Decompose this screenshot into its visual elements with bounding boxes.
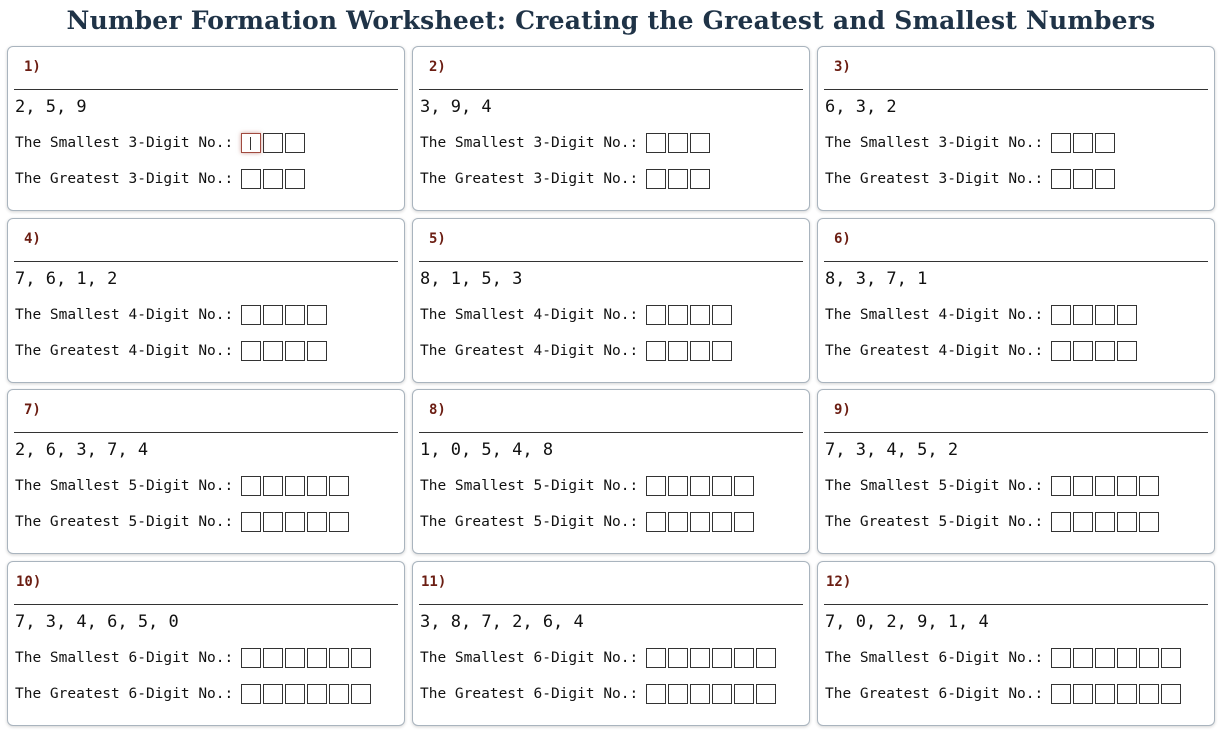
given-digits: 8, 3, 7, 1	[825, 269, 928, 289]
digit-input-box[interactable]	[690, 648, 710, 668]
digit-input-box[interactable]	[1051, 305, 1071, 325]
given-digits: 8, 1, 5, 3	[420, 269, 523, 289]
smallest-label: The Smallest 5-Digit No.:	[420, 478, 639, 494]
digit-input-box[interactable]	[1051, 512, 1071, 532]
problem-card	[7, 46, 405, 211]
greatest-row	[420, 341, 732, 361]
smallest-label: The Smallest 6-Digit No.:	[420, 650, 639, 666]
digit-input-box[interactable]	[668, 133, 688, 153]
digit-input-box[interactable]	[1073, 512, 1093, 532]
digit-input-box[interactable]	[285, 476, 305, 496]
greatest-answer-boxes	[241, 684, 371, 704]
digit-input-box[interactable]	[1139, 476, 1159, 496]
digit-input-box[interactable]	[734, 512, 754, 532]
digit-input-box[interactable]	[1051, 684, 1071, 704]
given-digits: 1, 0, 5, 4, 8	[420, 440, 554, 460]
greatest-answer-boxes	[241, 341, 327, 361]
digit-input-box[interactable]	[241, 341, 261, 361]
digit-input-box[interactable]	[307, 476, 327, 496]
digit-input-box[interactable]	[263, 305, 283, 325]
divider	[824, 604, 1208, 605]
digit-input-box[interactable]	[690, 169, 710, 189]
question-number: 5)	[429, 231, 446, 247]
smallest-label: The Smallest 3-Digit No.:	[420, 135, 639, 151]
digit-input-box[interactable]	[1117, 305, 1137, 325]
digit-input-box[interactable]	[1095, 169, 1115, 189]
digit-input-box[interactable]	[263, 169, 283, 189]
question-number: 2)	[429, 59, 446, 75]
greatest-label: The Greatest 5-Digit No.:	[825, 514, 1044, 530]
digit-input-box[interactable]	[1073, 305, 1093, 325]
divider	[419, 432, 803, 433]
digit-input-box[interactable]	[1073, 341, 1093, 361]
digit-input-box[interactable]	[668, 648, 688, 668]
smallest-row	[825, 133, 1115, 153]
digit-input-box[interactable]	[263, 684, 283, 704]
digit-input-box[interactable]	[646, 305, 666, 325]
digit-input-box[interactable]	[285, 512, 305, 532]
digit-input-box[interactable]	[712, 305, 732, 325]
question-number: 12)	[826, 574, 852, 590]
digit-input-box[interactable]	[668, 476, 688, 496]
smallest-answer-boxes	[646, 133, 710, 153]
given-digits: 7, 3, 4, 6, 5, 0	[15, 612, 179, 632]
problem-card	[7, 561, 405, 726]
digit-input-box[interactable]	[1095, 648, 1115, 668]
digit-input-box[interactable]	[1073, 476, 1093, 496]
smallest-row	[15, 648, 371, 668]
problem-card	[817, 389, 1215, 554]
smallest-answer-boxes	[646, 476, 754, 496]
greatest-row	[15, 684, 371, 704]
greatest-answer-boxes	[1051, 512, 1159, 532]
digit-input-box[interactable]	[690, 684, 710, 704]
greatest-row	[420, 512, 754, 532]
digit-input-box[interactable]	[1051, 648, 1071, 668]
question-number: 9)	[834, 402, 851, 418]
digit-input-box[interactable]	[329, 512, 349, 532]
digit-input-box[interactable]	[1117, 341, 1137, 361]
greatest-label: The Greatest 6-Digit No.:	[825, 686, 1044, 702]
digit-input-box[interactable]	[668, 169, 688, 189]
question-number: 3)	[834, 59, 851, 75]
problem-card	[412, 561, 810, 726]
digit-input-box[interactable]	[1073, 684, 1093, 704]
question-number: 11)	[421, 574, 447, 590]
greatest-answer-boxes	[646, 341, 732, 361]
greatest-row	[420, 169, 710, 189]
digit-input-box[interactable]	[285, 684, 305, 704]
divider	[419, 89, 803, 90]
digit-input-box[interactable]	[263, 476, 283, 496]
greatest-label: The Greatest 4-Digit No.:	[420, 343, 639, 359]
digit-input-box[interactable]	[646, 512, 666, 532]
greatest-row	[15, 341, 327, 361]
smallest-row	[15, 133, 305, 153]
digit-input-box[interactable]	[285, 133, 305, 153]
digit-input-box[interactable]	[712, 648, 732, 668]
digit-input-box[interactable]	[307, 512, 327, 532]
digit-input-box[interactable]	[1117, 512, 1137, 532]
digit-input-box[interactable]	[1095, 684, 1115, 704]
digit-input-box[interactable]	[712, 512, 732, 532]
digit-input-box[interactable]	[1095, 133, 1115, 153]
digit-input-box[interactable]	[690, 305, 710, 325]
divider	[14, 89, 398, 90]
smallest-answer-boxes	[1051, 476, 1159, 496]
digit-input-box[interactable]	[329, 476, 349, 496]
digit-input-box[interactable]	[241, 476, 261, 496]
digit-input-box[interactable]	[1117, 476, 1137, 496]
digit-input-box[interactable]	[307, 684, 327, 704]
greatest-row	[15, 512, 349, 532]
digit-input-box[interactable]	[329, 648, 349, 668]
problem-card	[7, 389, 405, 554]
digit-input-box[interactable]	[1161, 648, 1181, 668]
question-number: 7)	[24, 402, 41, 418]
digit-input-box[interactable]	[712, 341, 732, 361]
smallest-row	[420, 476, 754, 496]
given-digits: 3, 9, 4	[420, 97, 492, 117]
digit-input-box[interactable]	[1139, 648, 1159, 668]
digit-input-box[interactable]	[329, 684, 349, 704]
digit-input-box[interactable]	[1095, 512, 1115, 532]
problem-card	[7, 218, 405, 383]
smallest-row	[420, 133, 710, 153]
greatest-label: The Greatest 5-Digit No.:	[420, 514, 639, 530]
digit-input-box[interactable]	[263, 512, 283, 532]
problem-card	[817, 218, 1215, 383]
digit-input-box[interactable]	[241, 512, 261, 532]
divider	[824, 261, 1208, 262]
greatest-answer-boxes	[241, 169, 305, 189]
smallest-label: The Smallest 5-Digit No.:	[825, 478, 1044, 494]
divider	[824, 89, 1208, 90]
problem-card	[412, 389, 810, 554]
divider	[824, 432, 1208, 433]
given-digits: 2, 6, 3, 7, 4	[15, 440, 149, 460]
greatest-label: The Greatest 3-Digit No.:	[420, 171, 639, 187]
greatest-label: The Greatest 4-Digit No.:	[15, 343, 234, 359]
divider	[14, 604, 398, 605]
digit-input-box[interactable]	[1095, 476, 1115, 496]
smallest-answer-boxes	[1051, 133, 1115, 153]
digit-input-box[interactable]	[351, 648, 371, 668]
given-digits: 7, 0, 2, 9, 1, 4	[825, 612, 989, 632]
digit-input-box[interactable]	[668, 341, 688, 361]
given-digits: 7, 3, 4, 5, 2	[825, 440, 959, 460]
smallest-row	[420, 305, 732, 325]
smallest-label: The Smallest 3-Digit No.:	[15, 135, 234, 151]
digit-input-box[interactable]	[1139, 512, 1159, 532]
question-number: 8)	[429, 402, 446, 418]
digit-input-box[interactable]	[1117, 648, 1137, 668]
smallest-answer-boxes	[241, 133, 305, 153]
greatest-row	[15, 169, 305, 189]
digit-input-box[interactable]	[263, 341, 283, 361]
smallest-row	[15, 476, 349, 496]
digit-input-box[interactable]	[307, 648, 327, 668]
problem-card	[412, 46, 810, 211]
greatest-label: The Greatest 3-Digit No.:	[15, 171, 234, 187]
digit-input-box[interactable]	[734, 648, 754, 668]
page-title: Number Formation Worksheet: Creating the Greatest and Smallest Numbers	[66, 6, 1156, 35]
digit-input-box[interactable]	[668, 512, 688, 532]
smallest-label: The Smallest 6-Digit No.:	[15, 650, 234, 666]
digit-input-box[interactable]	[690, 341, 710, 361]
digit-input-box[interactable]	[712, 476, 732, 496]
digit-input-box[interactable]	[668, 684, 688, 704]
digit-input-box[interactable]	[1051, 169, 1071, 189]
smallest-label: The Smallest 3-Digit No.:	[825, 135, 1044, 151]
greatest-row	[825, 169, 1115, 189]
greatest-row	[825, 341, 1137, 361]
digit-input-box[interactable]	[307, 305, 327, 325]
greatest-label: The Greatest 3-Digit No.:	[825, 171, 1044, 187]
smallest-row	[825, 648, 1181, 668]
smallest-answer-boxes	[646, 305, 732, 325]
given-digits: 2, 5, 9	[15, 97, 87, 117]
digit-input-box[interactable]	[1051, 476, 1071, 496]
divider	[419, 604, 803, 605]
digit-input-box[interactable]	[285, 305, 305, 325]
smallest-label: The Smallest 4-Digit No.:	[15, 307, 234, 323]
smallest-answer-boxes	[646, 648, 776, 668]
digit-input-box[interactable]	[1073, 133, 1093, 153]
digit-input-box[interactable]	[646, 684, 666, 704]
question-number: 4)	[24, 231, 41, 247]
greatest-answer-boxes	[1051, 341, 1137, 361]
question-number: 6)	[834, 231, 851, 247]
digit-input-box[interactable]	[263, 133, 283, 153]
smallest-answer-boxes	[241, 305, 327, 325]
digit-input-box[interactable]	[690, 512, 710, 532]
smallest-row	[420, 648, 776, 668]
given-digits: 6, 3, 2	[825, 97, 897, 117]
digit-input-box[interactable]	[241, 169, 261, 189]
greatest-row	[825, 684, 1181, 704]
digit-input-box[interactable]	[263, 648, 283, 668]
digit-input-box[interactable]	[1073, 648, 1093, 668]
greatest-answer-boxes	[241, 512, 349, 532]
digit-input-box[interactable]	[1051, 133, 1071, 153]
digit-input-box[interactable]	[1073, 169, 1093, 189]
digit-input-box[interactable]	[1095, 305, 1115, 325]
smallest-answer-boxes	[241, 648, 371, 668]
problem-card	[817, 46, 1215, 211]
given-digits: 3, 8, 7, 2, 6, 4	[420, 612, 584, 632]
digit-input-box[interactable]	[241, 684, 261, 704]
digit-input-box[interactable]	[1117, 684, 1137, 704]
problem-card	[817, 561, 1215, 726]
greatest-label: The Greatest 4-Digit No.:	[825, 343, 1044, 359]
smallest-label: The Smallest 5-Digit No.:	[15, 478, 234, 494]
digit-input-box[interactable]	[756, 684, 776, 704]
digit-input-box[interactable]	[690, 476, 710, 496]
given-digits: 7, 6, 1, 2	[15, 269, 118, 289]
digit-input-box[interactable]	[646, 341, 666, 361]
greatest-answer-boxes	[1051, 169, 1115, 189]
digit-input-box[interactable]	[646, 476, 666, 496]
digit-input-box[interactable]	[285, 169, 305, 189]
question-number: 10)	[16, 574, 42, 590]
digit-input-box[interactable]	[1051, 341, 1071, 361]
digit-input-box[interactable]	[756, 648, 776, 668]
digit-input-box[interactable]	[1095, 341, 1115, 361]
smallest-row	[825, 476, 1159, 496]
digit-input-box[interactable]	[307, 341, 327, 361]
digit-input-box[interactable]	[690, 133, 710, 153]
divider	[14, 261, 398, 262]
smallest-label: The Smallest 6-Digit No.:	[825, 650, 1044, 666]
digit-input-box[interactable]	[734, 476, 754, 496]
digit-input-box[interactable]	[1161, 684, 1181, 704]
question-number: 1)	[24, 59, 41, 75]
greatest-label: The Greatest 5-Digit No.:	[15, 514, 234, 530]
smallest-answer-boxes	[241, 476, 349, 496]
smallest-answer-boxes	[1051, 305, 1137, 325]
greatest-row	[825, 512, 1159, 532]
smallest-row	[825, 305, 1137, 325]
digit-input-box[interactable]	[1139, 684, 1159, 704]
smallest-label: The Smallest 4-Digit No.:	[825, 307, 1044, 323]
digit-input-box[interactable]	[351, 684, 371, 704]
digit-input-box[interactable]	[241, 133, 261, 153]
digit-input-box[interactable]	[646, 648, 666, 668]
digit-input-box[interactable]	[285, 341, 305, 361]
greatest-row	[420, 684, 776, 704]
greatest-label: The Greatest 6-Digit No.:	[420, 686, 639, 702]
problem-card	[412, 218, 810, 383]
digit-input-box[interactable]	[668, 305, 688, 325]
digit-input-box[interactable]	[646, 169, 666, 189]
digit-input-box[interactable]	[712, 684, 732, 704]
greatest-label: The Greatest 6-Digit No.:	[15, 686, 234, 702]
greatest-answer-boxes	[1051, 684, 1181, 704]
digit-input-box[interactable]	[241, 305, 261, 325]
smallest-row	[15, 305, 327, 325]
digit-input-box[interactable]	[241, 648, 261, 668]
greatest-answer-boxes	[646, 512, 754, 532]
greatest-answer-boxes	[646, 684, 776, 704]
smallest-answer-boxes	[1051, 648, 1181, 668]
divider	[14, 432, 398, 433]
digit-input-box[interactable]	[646, 133, 666, 153]
digit-input-box[interactable]	[285, 648, 305, 668]
greatest-answer-boxes	[646, 169, 710, 189]
smallest-label: The Smallest 4-Digit No.:	[420, 307, 639, 323]
divider	[419, 261, 803, 262]
digit-input-box[interactable]	[734, 684, 754, 704]
